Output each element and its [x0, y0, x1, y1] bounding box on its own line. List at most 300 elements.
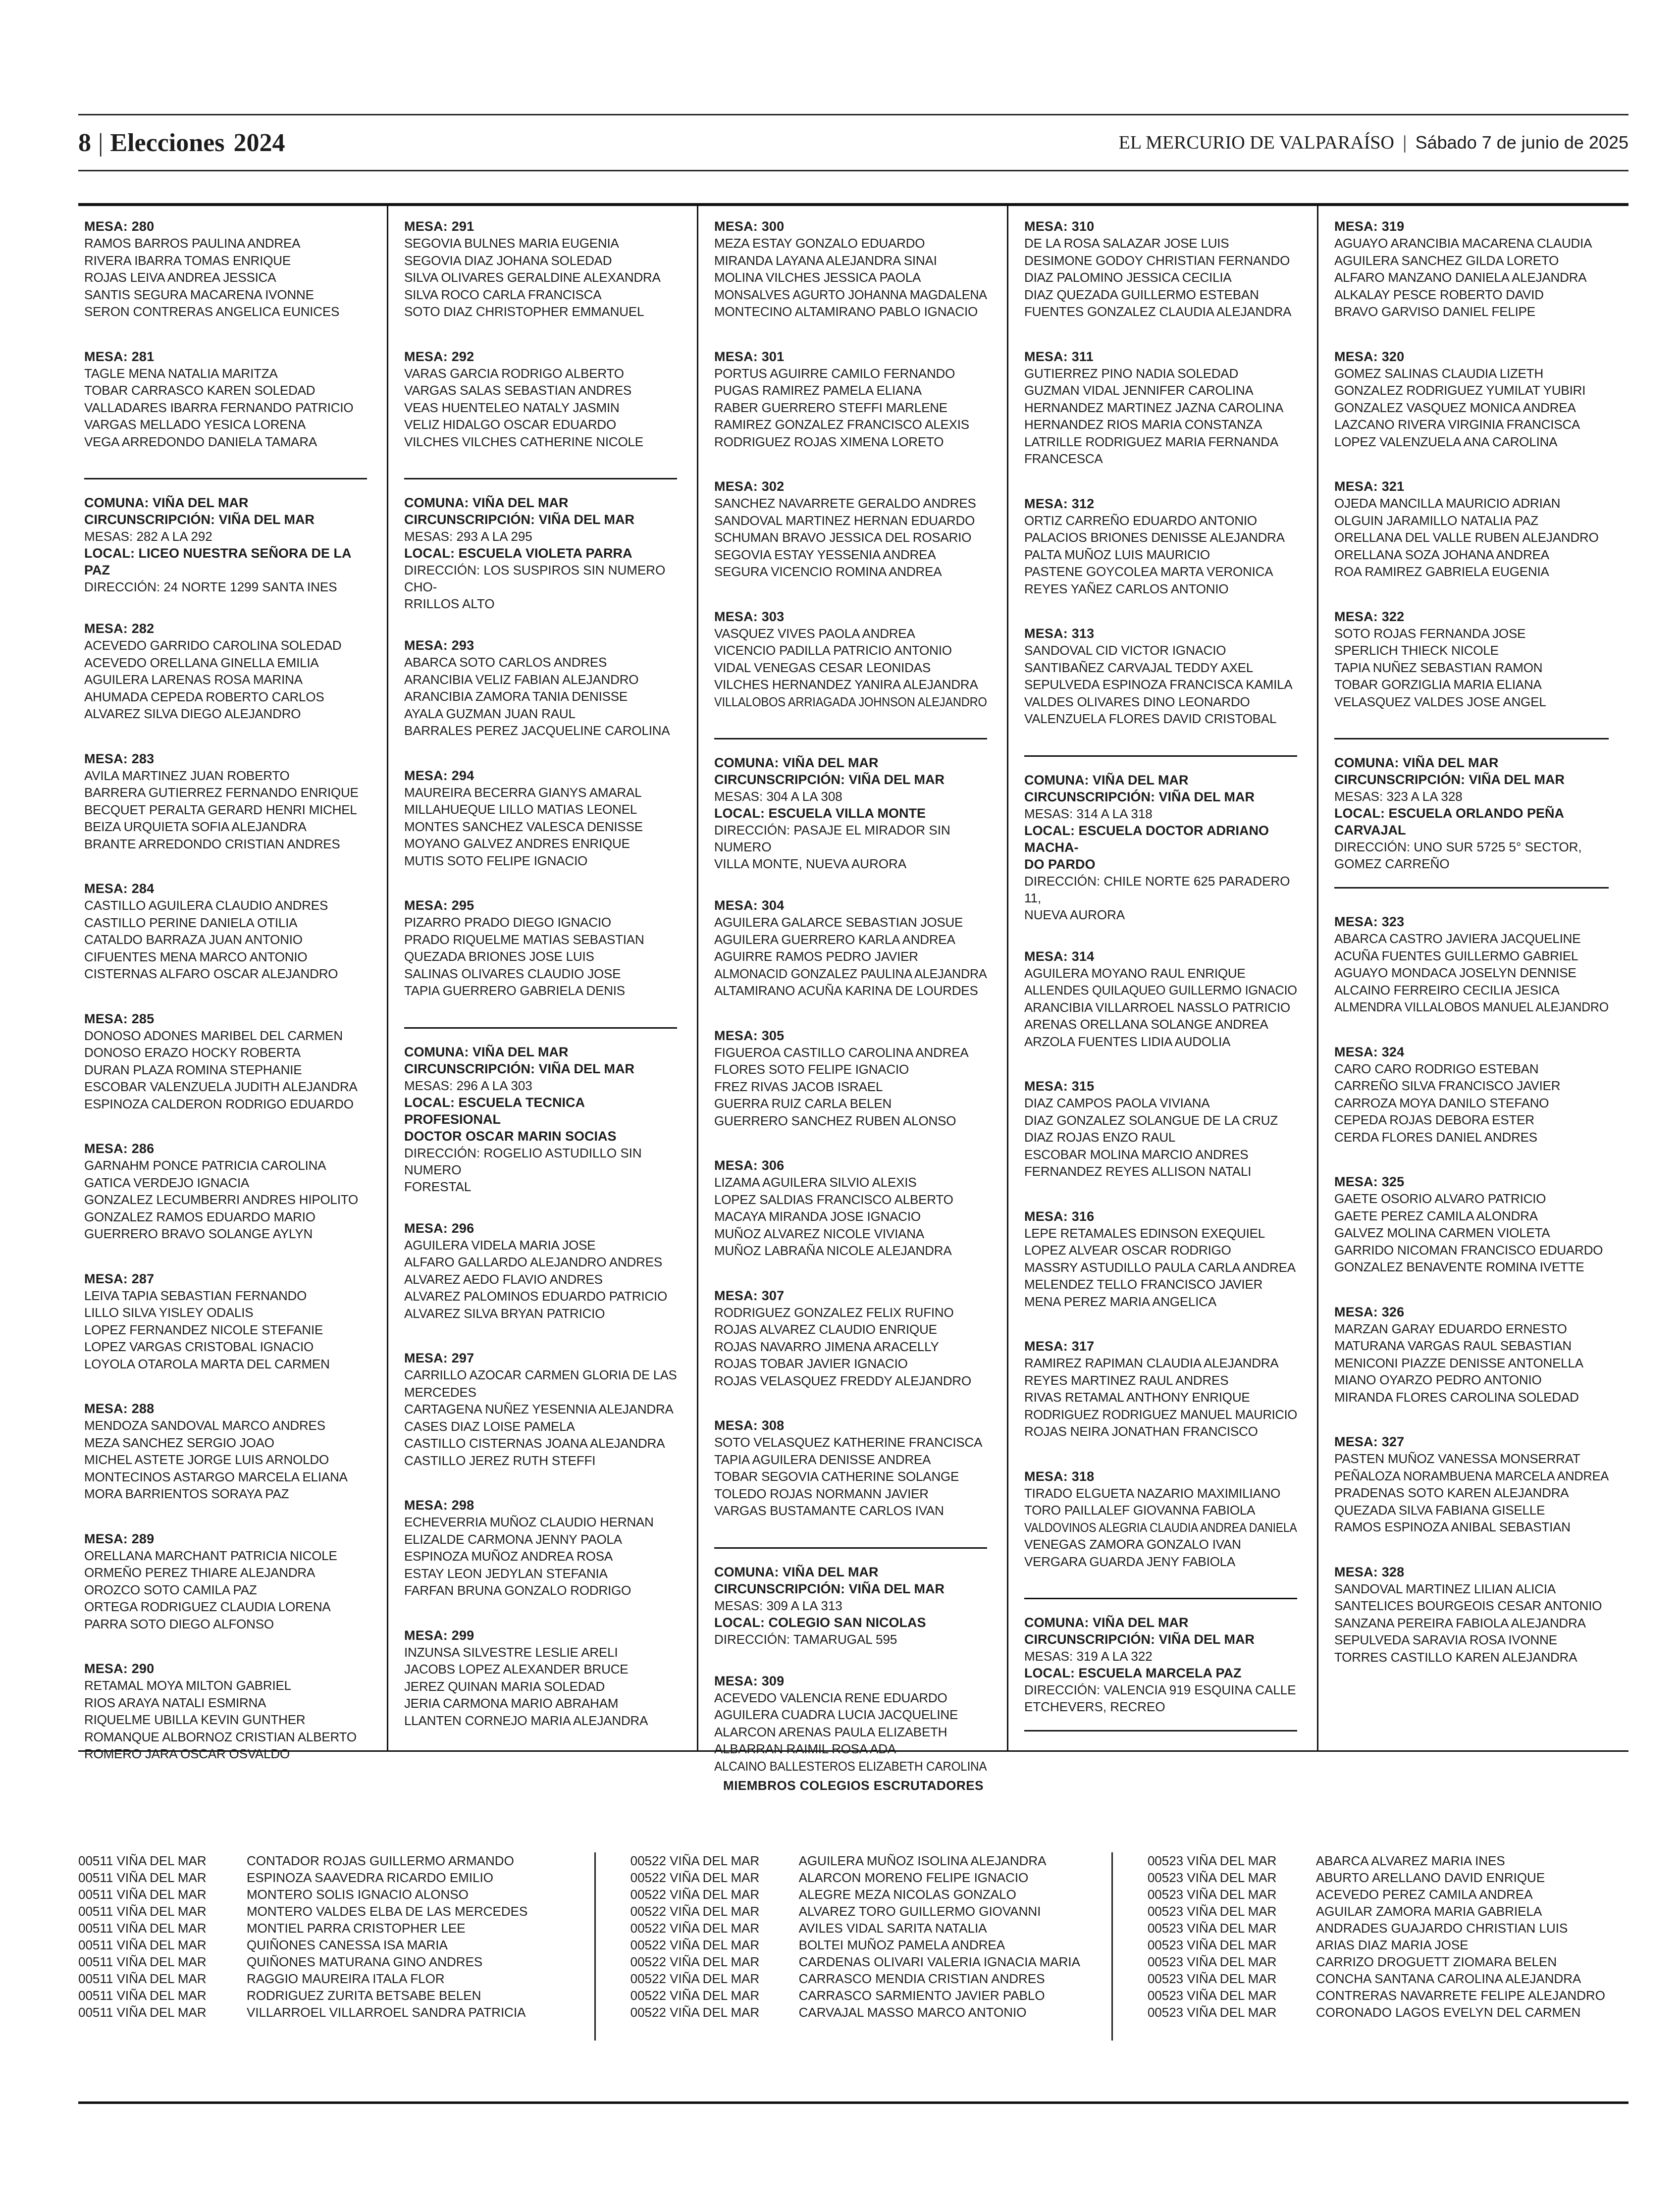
voter-name: OLGUIN JARAMILLO NATALIA PAZ: [1334, 513, 1538, 528]
mesas-column: [78, 206, 388, 1761]
mesa-title: MESA: 287: [84, 1271, 155, 1286]
escrutador-name: VILLARROEL VILLARROEL SANDRA PATRICIA: [247, 2005, 526, 2020]
voter-name: GUZMAN VIDAL JENNIFER CAROLINA: [1024, 383, 1254, 398]
mesa-title: MESA: 322: [1334, 609, 1405, 624]
comuna-block: [404, 1027, 677, 1195]
voter-name: MACAYA MIRANDA JOSE IGNACIO: [714, 1209, 921, 1224]
mesa-title: MESA: 293: [404, 638, 474, 653]
escrutador-name: QUIÑONES MATURANA GINO ANDRES: [247, 1954, 483, 1969]
colegio-code: 00523 VIÑA DEL MAR: [1147, 1938, 1277, 1952]
circunscripcion: CIRCUNSCRIPCIÓN: VIÑA DEL MAR: [1334, 772, 1565, 787]
voter-name: MIRANDA LAYANA ALEJANDRA SINAI: [714, 253, 937, 268]
voter-name: DIAZ ROJAS ENZO RAUL: [1024, 1130, 1176, 1145]
comuna-name: COMUNA: VIÑA DEL MAR: [714, 1564, 879, 1579]
comuna-block: [714, 738, 987, 872]
escrutador-name: ANDRADES GUAJARDO CHRISTIAN LUIS: [1315, 1921, 1568, 1936]
mesa-block: [1024, 625, 1297, 728]
colegio-code: 00522 VIÑA DEL MAR: [630, 2005, 760, 2020]
voter-name: MEZA ESTAY GONZALO EDUARDO: [714, 236, 925, 251]
mesas-column: [1008, 206, 1318, 1750]
voter-name: ORTIZ CARREÑO EDUARDO ANTONIO: [1024, 513, 1257, 528]
mesas-range: MESAS: 323 A LA 328: [1334, 789, 1463, 804]
mesa-block: [1334, 348, 1609, 451]
voter-name: MATURANA VARGAS RAUL SEBASTIAN: [1334, 1338, 1572, 1353]
colegio-code: 00522 VIÑA DEL MAR: [630, 1988, 760, 2003]
mesa-block: [404, 348, 677, 451]
direccion: DIRECCIÓN: LOS SUSPIROS SIN NUMERO CHO-: [404, 563, 666, 594]
voter-name: AYALA GUZMAN JUAN RAUL: [404, 706, 576, 721]
voter-name: SANDOVAL MARTINEZ HERNAN EDUARDO: [714, 513, 975, 528]
voter-name: GALVEZ MOLINA CARMEN VIOLETA: [1334, 1225, 1550, 1240]
voter-name: ESPINOZA MUÑOZ ANDREA ROSA: [404, 1549, 613, 1564]
voter-name: GATICA VERDEJO IGNACIA: [84, 1175, 250, 1190]
mesa-title: MESA: 328: [1334, 1564, 1405, 1579]
voter-name: DESIMONE GODOY CHRISTIAN FERNANDO: [1024, 253, 1290, 268]
voter-name: PALACIOS BRIONES DENISSE ALEJANDRA: [1024, 530, 1285, 545]
mesa-block: [84, 218, 367, 320]
voter-name: RODRIGUEZ ROJAS XIMENA LORETO: [714, 434, 944, 449]
mesa-block: [84, 1660, 367, 1763]
voter-name: LIZAMA AGUILERA SILVIO ALEXIS: [714, 1175, 917, 1190]
comuna-name: COMUNA: VIÑA DEL MAR: [84, 495, 249, 510]
voter-name: ALFARO MANZANO DANIELA ALEJANDRA: [1334, 270, 1587, 285]
mesa-title: MESA: 295: [404, 898, 474, 913]
voter-name: ARZOLA FUENTES LIDIA AUDOLIA: [1024, 1034, 1231, 1049]
local-name: LOCAL: ESCUELA ORLANDO PEÑA CARVAJAL: [1334, 806, 1564, 838]
voter-name: RABER GUERRERO STEFFI MARLENE: [714, 400, 947, 415]
voter-name: MILLAHUEQUE LILLO MATIAS LEONEL: [404, 802, 637, 817]
voter-name: PORTUS AGUIRRE CAMILO FERNANDO: [714, 366, 955, 381]
voter-name: LOPEZ SALDIAS FRANCISCO ALBERTO: [714, 1192, 953, 1207]
voter-name: ACEVEDO GARRIDO CAROLINA SOLEDAD: [84, 638, 342, 653]
voter-name: ALVAREZ AEDO FLAVIO ANDRES: [404, 1271, 603, 1287]
escrutadores-block: [594, 1852, 1111, 2041]
mesa-block: [714, 1417, 987, 1520]
comuna-block: [1024, 755, 1297, 923]
voter-name: ORTEGA RODRIGUEZ CLAUDIA LORENA: [84, 1599, 331, 1614]
mesa-title: MESA: 319: [1334, 219, 1405, 234]
voter-name: VELIZ HIDALGO OSCAR EDUARDO: [404, 417, 617, 432]
masthead-divider: |: [1403, 132, 1407, 153]
mesas-range: MESAS: 304 A LA 308: [714, 789, 842, 804]
mesa-title: MESA: 321: [1334, 479, 1405, 494]
mesa-block: [1024, 1468, 1297, 1571]
local-name: LOCAL: COLEGIO SAN NICOLAS: [714, 1615, 926, 1630]
voter-name: CARTAGENA NUÑEZ YESENNIA ALEJANDRA: [404, 1402, 674, 1416]
publication-date: Sábado 7 de junio de 2025: [1415, 132, 1628, 153]
voter-name: GAETE PEREZ CAMILA ALONDRA: [1334, 1208, 1538, 1223]
comuna-name: COMUNA: VIÑA DEL MAR: [1334, 755, 1499, 770]
voter-name: PARRA SOTO DIEGO ALFONSO: [84, 1616, 274, 1631]
voter-name: ESCOBAR VALENZUELA JUDITH ALEJANDRA: [84, 1079, 358, 1094]
escrutador-name: BOLTEI MUÑOZ PAMELA ANDREA: [798, 1938, 1005, 1952]
circunscripcion: CIRCUNSCRIPCIÓN: VIÑA DEL MAR: [404, 1061, 635, 1076]
escrutador-name: ARIAS DIAZ MARIA JOSE: [1315, 1938, 1469, 1952]
voter-name: HERNANDEZ MARTINEZ JAZNA CAROLINA: [1024, 400, 1284, 415]
mesa-block: [84, 348, 367, 451]
voter-name: PRADENAS SOTO KAREN ALEJANDRA: [1334, 1485, 1569, 1500]
direccion: DIRECCIÓN: TAMARUGAL 595: [714, 1631, 897, 1647]
voter-name: AVILA MARTINEZ JUAN ROBERTO: [84, 768, 290, 783]
voter-name: ACUÑA FUENTES GUILLERMO GABRIEL: [1334, 948, 1578, 963]
voter-name: TOBAR CARRASCO KAREN SOLEDAD: [84, 383, 315, 398]
voter-name: TOBAR GORZIGLIA MARIA ELIANA: [1334, 677, 1542, 692]
direccion: DIRECCIÓN: 24 NORTE 1299 SANTA INES: [84, 579, 337, 594]
circunscripcion: CIRCUNSCRIPCIÓN: VIÑA DEL MAR: [84, 512, 315, 527]
voter-name: QUEZADA SILVA FABIANA GISELLE: [1334, 1502, 1545, 1518]
voter-name: SEPULVEDA ESPINOZA FRANCISCA KAMILA: [1024, 677, 1293, 692]
voter-name: LOPEZ VALENZUELA ANA CAROLINA: [1334, 434, 1558, 449]
voter-name: RAMOS BARROS PAULINA ANDREA: [84, 236, 301, 251]
voter-name: MICHEL ASTETE JORGE LUIS ARNOLDO: [84, 1452, 329, 1467]
voter-name: ROJAS LEIVA ANDREA JESSICA: [84, 270, 276, 285]
voter-name: LOPEZ VARGAS CRISTOBAL IGNACIO: [84, 1339, 314, 1354]
mesa-title: MESA: 318: [1024, 1468, 1095, 1484]
voter-name: VARAS GARCIA RODRIGO ALBERTO: [404, 366, 624, 381]
colegio-code: 00522 VIÑA DEL MAR: [630, 1870, 760, 1885]
mesa-title: MESA: 303: [714, 609, 785, 624]
voter-name: GONZALEZ VASQUEZ MONICA ANDREA: [1334, 400, 1576, 415]
colegio-code: 00511 VIÑA DEL MAR: [78, 2005, 207, 2020]
voter-name: DURAN PLAZA ROMINA STEPHANIE: [84, 1062, 302, 1077]
comuna-block: [1334, 738, 1609, 889]
voter-name: AGUIRRE RAMOS PEDRO JAVIER: [714, 949, 918, 964]
voter-name: CATALDO BARRAZA JUAN ANTONIO: [84, 932, 303, 947]
voter-name: FLORES SOTO FELIPE IGNACIO: [714, 1062, 909, 1077]
mesa-block: [1024, 948, 1297, 1050]
voter-name: CERDA FLORES DANIEL ANDRES: [1334, 1129, 1537, 1145]
voter-name: ALCAINO FERREIRO CECILIA JESICA: [1334, 982, 1560, 997]
voter-name: ACEVEDO VALENCIA RENE EDUARDO: [714, 1690, 947, 1705]
voter-name: RIVERA IBARRA TOMAS ENRIQUE: [84, 253, 291, 268]
voter-name: SCHUMAN BRAVO JESSICA DEL ROSARIO: [714, 530, 972, 545]
voter-name: ALMONACID GONZALEZ PAULINA ALEJANDRA: [714, 966, 987, 981]
voter-name: BARRERA GUTIERREZ FERNANDO ENRIQUE: [84, 785, 359, 800]
direccion: DIRECCIÓN: PASAJE EL MIRADOR SIN NUMERO: [714, 823, 950, 854]
voter-name: MENICONI PIAZZE DENISSE ANTONELLA: [1334, 1355, 1583, 1370]
voter-name: GUERRERO BRAVO SOLANGE AYLYN: [84, 1226, 313, 1241]
voter-name: VILCHES VILCHES CATHERINE NICOLE: [404, 434, 643, 449]
mesas-column: [698, 206, 1008, 1774]
voter-name: LEPE RETAMALES EDINSON EXEQUIEL: [1024, 1225, 1265, 1241]
colegio-code: 00511 VIÑA DEL MAR: [78, 1971, 207, 1986]
mesa-block: [1334, 478, 1609, 580]
voter-name: MONTECINO ALTAMIRANO PABLO IGNACIO: [714, 304, 978, 319]
mesa-block: [404, 1220, 677, 1322]
voter-name: DIAZ CAMPOS PAOLA VIVIANA: [1024, 1096, 1210, 1110]
colegio-codes: [78, 1852, 247, 2041]
voter-name: ARENAS ORELLANA SOLANGE ANDREA: [1024, 1017, 1268, 1032]
mesa-title: MESA: 323: [1334, 914, 1405, 929]
escrutador-name: ABURTO ARELLANO DAVID ENRIQUE: [1315, 1870, 1545, 1885]
voter-name: JEREZ QUINAN MARIA SOLEDAD: [404, 1678, 605, 1694]
mesa-title: MESA: 285: [84, 1011, 155, 1026]
voter-name: SANCHEZ NAVARRETE GERALDO ANDRES: [714, 496, 976, 511]
direccion: DIRECCIÓN: VALENCIA 919 ESQUINA CALLE: [1024, 1682, 1296, 1697]
voter-name: LLANTEN CORNEJO MARIA ALEJANDRA: [404, 1713, 648, 1728]
voter-name: SALINAS OLIVARES CLAUDIO JOSE: [404, 966, 621, 981]
section-header: [78, 128, 285, 157]
voter-name: ROJAS ALVAREZ CLAUDIO ENRIQUE: [714, 1322, 937, 1337]
voter-name: SANTELICES BOURGEOIS CESAR ANTONIO: [1334, 1598, 1602, 1613]
mesa-block: [1024, 1338, 1297, 1440]
mesa-title: MESA: 308: [714, 1418, 785, 1433]
comuna-block: [1024, 1598, 1297, 1731]
mesa-title: MESA: 283: [84, 751, 155, 766]
colegio-code: 00522 VIÑA DEL MAR: [630, 1954, 760, 1969]
page-header: [78, 114, 1628, 171]
voter-name: TOBAR SEGOVIA CATHERINE SOLANGE: [714, 1469, 959, 1484]
voter-name: ESTAY LEON JEDYLAN STEFANIA: [404, 1566, 608, 1581]
voter-name: LATRILLE RODRIGUEZ MARIA FERNANDA: [1024, 434, 1279, 449]
escrutador-name: RODRIGUEZ ZURITA BETSABE BELEN: [247, 1988, 481, 2003]
voter-name: PUGAS RAMIREZ PAMELA ELIANA: [714, 383, 922, 398]
voter-name: ROJAS VELASQUEZ FREDDY ALEJANDRO: [714, 1373, 972, 1388]
colegio-code: 00523 VIÑA DEL MAR: [1147, 2005, 1277, 2020]
voter-name: RIOS ARAYA NATALI ESMIRNA: [84, 1695, 266, 1710]
mesa-block: [404, 767, 677, 870]
voter-name: GARNAHM PONCE PATRICIA CAROLINA: [84, 1158, 326, 1173]
voter-name: OJEDA MANCILLA MAURICIO ADRIAN: [1334, 496, 1561, 511]
voter-name: ALCAINO BALLESTEROS ELIZABETH CAROLINA: [714, 1758, 987, 1774]
voter-name: MERCEDES: [404, 1384, 476, 1400]
mesa-block: [714, 897, 987, 999]
colegio-code: 00511 VIÑA DEL MAR: [78, 1921, 207, 1936]
voter-name: MOLINA VILCHES JESSICA PAOLA: [714, 270, 921, 285]
voter-name: ORMEÑO PEREZ THIARE ALEJANDRA: [84, 1565, 315, 1580]
voter-name: VALENZUELA FLORES DAVID CRISTOBAL: [1024, 711, 1277, 726]
voter-name: ORELLANA SOZA JOHANA ANDREA: [1334, 547, 1549, 562]
local-name: LOCAL: ESCUELA VIOLETA PARRA: [404, 546, 632, 561]
mesa-title: MESA: 315: [1024, 1079, 1095, 1094]
voter-name: MENA PEREZ MARIA ANGELICA: [1024, 1294, 1216, 1309]
local-name: LOCAL: ESCUELA MARCELA PAZ: [1024, 1666, 1242, 1680]
direccion: DIRECCIÓN: CHILE NORTE 625 PARADERO 11,: [1024, 873, 1290, 905]
voter-name: AGUILERA GALARCE SEBASTIAN JOSUE: [714, 915, 963, 930]
mesa-title: MESA: 291: [404, 219, 474, 234]
colegio-code: 00522 VIÑA DEL MAR: [630, 1938, 760, 1952]
mesa-block: [1334, 1433, 1609, 1536]
colegio-code: 00523 VIÑA DEL MAR: [1147, 1921, 1277, 1936]
voter-name: SANDOVAL MARTINEZ LILIAN ALICIA: [1334, 1581, 1556, 1596]
voter-name: MONSALVES AGURTO JOHANNA MAGDALENA: [714, 287, 987, 302]
mesa-title: MESA: 300: [714, 219, 785, 234]
voter-name: INZUNSA SILVESTRE LESLIE ARELI: [404, 1644, 618, 1660]
voter-name: VELASQUEZ VALDES JOSE ANGEL: [1334, 694, 1546, 709]
voter-name: DONOSO ERAZO HOCKY ROBERTA: [84, 1045, 301, 1060]
escrutadores-block: [78, 1852, 594, 2041]
voter-name: PASTEN MUÑOZ VANESSA MONSERRAT: [1334, 1451, 1580, 1466]
mesa-block: [1024, 495, 1297, 598]
voter-name: RAMIREZ RAPIMAN CLAUDIA ALEJANDRA: [1024, 1356, 1279, 1370]
mesa-title: MESA: 281: [84, 349, 155, 364]
voter-name: ORELLANA MARCHANT PATRICIA NICOLE: [84, 1548, 337, 1563]
circunscripcion: CIRCUNSCRIPCIÓN: VIÑA DEL MAR: [404, 512, 635, 527]
voter-name: DIAZ QUEZADA GUILLERMO ESTEBAN: [1024, 287, 1259, 302]
voter-name: ELIZALDE CARMONA JENNY PAOLA: [404, 1531, 622, 1547]
mesa-title: MESA: 305: [714, 1028, 785, 1043]
circunscripcion: CIRCUNSCRIPCIÓN: VIÑA DEL MAR: [714, 1581, 945, 1596]
voter-name: JERIA CARMONA MARIO ABRAHAM: [404, 1696, 619, 1711]
mesa-block: [84, 1140, 367, 1243]
escrutador-name: CARRIZO DROGUETT ZIOMARA BELEN: [1315, 1954, 1557, 1969]
mesa-title: MESA: 314: [1024, 948, 1095, 964]
voter-name: PALTA MUÑOZ LUIS MAURICIO: [1024, 547, 1210, 562]
voter-name: DIAZ PALOMINO JESSICA CECILIA: [1024, 270, 1232, 285]
voter-name: ROMANQUE ALBORNOZ CRISTIAN ALBERTO: [84, 1729, 357, 1744]
colegio-code: 00522 VIÑA DEL MAR: [630, 1887, 760, 1902]
voter-name: PEÑALOZA NORAMBUENA MARCELA ANDREA: [1334, 1468, 1609, 1483]
voter-name: GUERRERO SANCHEZ RUBEN ALONSO: [714, 1113, 956, 1128]
bottom-rule: [78, 2101, 1628, 2104]
mesa-block: [714, 1027, 987, 1130]
escrutadores-list: [78, 1852, 1628, 2041]
direccion-cont: FORESTAL: [404, 1179, 472, 1194]
voter-name: AGUILERA CUADRA LUCIA JACQUELINE: [714, 1707, 958, 1722]
newspaper-name: EL MERCURIO DE VALPARAÍSO: [1118, 132, 1394, 153]
voter-name: AGUILERA VIDELA MARIA JOSE: [404, 1237, 596, 1253]
voter-name: ACEVEDO ORELLANA GINELLA EMILIA: [84, 655, 319, 670]
voter-name: SILVA OLIVARES GERALDINE ALEXANDRA: [404, 270, 661, 285]
mesa-block: [714, 1673, 987, 1775]
mesas-range: MESAS: 314 A LA 318: [1024, 806, 1153, 821]
escrutador-name: ALARCON MORENO FELIPE IGNACIO: [798, 1870, 1029, 1885]
voter-name: TORO PAILLALEF GIOVANNA FABIOLA: [1024, 1503, 1256, 1518]
voter-name: PASTENE GOYCOLEA MARTA VERONICA: [1024, 564, 1273, 579]
voter-name: MEZA SANCHEZ SERGIO JOAO: [84, 1435, 274, 1450]
colegio-code: 00523 VIÑA DEL MAR: [1147, 1853, 1277, 1868]
mesa-title: MESA: 280: [84, 219, 155, 234]
mesa-block: [714, 478, 987, 580]
voter-name: AHUMADA CEPEDA ROBERTO CARLOS: [84, 689, 324, 704]
voter-name: VARGAS MELLADO YESICA LORENA: [84, 417, 306, 432]
voter-name: REYES MARTINEZ RAUL ANDRES: [1024, 1372, 1229, 1388]
voter-name: TAPIA NUÑEZ SEBASTIAN RAMON: [1334, 660, 1543, 675]
voter-name: VICENCIO PADILLA PATRICIO ANTONIO: [714, 643, 952, 658]
mesa-block: [1334, 1304, 1609, 1406]
voter-name: JACOBS LOPEZ ALEXANDER BRUCE: [404, 1662, 629, 1677]
circunscripcion: CIRCUNSCRIPCIÓN: VIÑA DEL MAR: [714, 772, 945, 787]
voter-name: CASTILLO AGUILERA CLAUDIO ANDRES: [84, 898, 328, 913]
local-name: LOCAL: ESCUELA DOCTOR ADRIANO MACHA-: [1024, 823, 1269, 855]
local-name: LOCAL: ESCUELA VILLA MONTE: [714, 806, 926, 821]
voter-name: SEGOVIA DIAZ JOHANA SOLEDAD: [404, 253, 612, 268]
masthead: [1119, 132, 1628, 154]
voter-name: CIFUENTES MENA MARCO ANTONIO: [84, 949, 308, 964]
voter-name: ROJAS NEIRA JONATHAN FRANCISCO: [1024, 1424, 1258, 1439]
voter-name: ESPINOZA CALDERON RODRIGO EDUARDO: [84, 1096, 354, 1111]
mesa-title: MESA: 317: [1024, 1339, 1095, 1354]
voter-name: LOPEZ ALVEAR OSCAR RODRIGO: [1024, 1243, 1231, 1258]
voter-name: VILCHES HERNANDEZ YANIRA ALEJANDRA: [714, 677, 978, 692]
voter-name: ESCOBAR MOLINA MARCIO ANDRES: [1024, 1147, 1249, 1162]
voter-name: VEAS HUENTELEO NATALY JASMIN: [404, 400, 620, 415]
mesas-range: MESAS: 293 A LA 295: [404, 529, 532, 544]
mesa-block: [1334, 913, 1609, 1016]
voter-name: GONZALEZ BENAVENTE ROMINA IVETTE: [1334, 1259, 1584, 1274]
voter-name: BRAVO GARVISO DANIEL FELIPE: [1334, 304, 1535, 319]
voter-name: REYES YAÑEZ CARLOS ANTONIO: [1024, 581, 1229, 596]
voter-name: SANDOVAL CID VICTOR IGNACIO: [1024, 643, 1226, 658]
direccion-cont: ETCHEVERS, RECREO: [1024, 1699, 1165, 1714]
voter-name: ROJAS TOBAR JAVIER IGNACIO: [714, 1356, 908, 1371]
section-year: 2024: [233, 128, 285, 157]
voter-name: FRANCESCA: [1024, 451, 1103, 466]
mesa-block: [404, 637, 677, 739]
escrutador-names: [799, 1852, 1080, 2041]
colegio-codes: [1148, 1852, 1316, 2041]
mesa-block: [84, 880, 367, 983]
mesa-block: [404, 1497, 677, 1599]
voter-name: MUÑOZ ALVAREZ NICOLE VIVIANA: [714, 1226, 924, 1241]
voter-name: AGUAYO MONDACA JOSELYN DENNISE: [1334, 965, 1576, 980]
voter-name: LOYOLA OTAROLA MARTA DEL CARMEN: [84, 1356, 330, 1371]
escrutador-name: CARVAJAL MASSO MARCO ANTONIO: [798, 2005, 1027, 2020]
colegio-codes: [630, 1852, 799, 2041]
direccion-cont: NUEVA AURORA: [1024, 907, 1125, 922]
voter-name: SEGURA VICENCIO ROMINA ANDREA: [714, 564, 942, 579]
colegio-code: 00523 VIÑA DEL MAR: [1147, 1988, 1277, 2003]
escrutadores-title: MIEMBROS COLEGIOS ESCRUTADORES: [723, 1778, 984, 1793]
circunscripcion: CIRCUNSCRIPCIÓN: VIÑA DEL MAR: [1024, 789, 1255, 804]
direccion-cont: RRILLOS ALTO: [404, 596, 495, 611]
mesa-block: [714, 218, 987, 320]
voter-name: SERON CONTRERAS ANGELICA EUNICES: [84, 304, 340, 319]
mesa-block: [1334, 1173, 1609, 1276]
voter-name: TORRES CASTILLO KAREN ALEJANDRA: [1334, 1649, 1577, 1665]
colegio-code: 00523 VIÑA DEL MAR: [1147, 1971, 1277, 1986]
mesas-range: MESAS: 296 A LA 303: [404, 1078, 532, 1093]
colegio-code: 00522 VIÑA DEL MAR: [630, 1853, 760, 1868]
mesa-title: MESA: 313: [1024, 626, 1095, 641]
voter-name: MIRANDA FLORES CAROLINA SOLEDAD: [1334, 1389, 1579, 1405]
voter-name: GARRIDO NICOMAN FRANCISCO EDUARDO: [1334, 1242, 1603, 1258]
voter-name: SOTO DIAZ CHRISTOPHER EMMANUEL: [404, 304, 644, 319]
voter-name: SPERLICH THIECK NICOLE: [1334, 643, 1499, 658]
voter-name: ECHEVERRIA MUÑOZ CLAUDIO HERNAN: [404, 1515, 654, 1529]
direccion: DIRECCIÓN: UNO SUR 5725 5° SECTOR, GOMEZ CARREÑO: [1334, 839, 1582, 871]
mesas-grid: [78, 203, 1628, 1774]
mesa-title: MESA: 306: [714, 1158, 785, 1173]
circunscripcion: CIRCUNSCRIPCIÓN: VIÑA DEL MAR: [1024, 1632, 1255, 1647]
escrutador-name: QUIÑONES CANESSA ISA MARIA: [247, 1938, 448, 1952]
local-name-cont: DOCTOR OSCAR MARIN SOCIAS: [404, 1128, 617, 1144]
voter-name: VARGAS SALAS SEBASTIAN ANDRES: [404, 383, 631, 398]
voter-name: DONOSO ADONES MARIBEL DEL CARMEN: [84, 1028, 343, 1043]
voter-name: VENEGAS ZAMORA GONZALO IVAN: [1024, 1537, 1241, 1552]
voter-name: SOTO ROJAS FERNANDA JOSE: [1334, 626, 1526, 641]
escrutador-names: [247, 1852, 527, 2041]
mesas-range: MESAS: 282 A LA 292: [84, 529, 212, 544]
mesa-title: MESA: 316: [1024, 1208, 1095, 1224]
voter-name: QUEZADA BRIONES JOSE LUIS: [404, 949, 594, 964]
voter-name: VALDES OLIVARES DINO LEONARDO: [1024, 694, 1250, 709]
voter-name: VASQUEZ VIVES PAOLA ANDREA: [714, 626, 915, 641]
voter-name: ALMENDRA VILLALOBOS MANUEL ALEJANDRO: [1334, 999, 1609, 1014]
mesas-range: MESAS: 319 A LA 322: [1024, 1649, 1153, 1664]
escrutador-name: ALVAREZ TORO GUILLERMO GIOVANNI: [798, 1904, 1041, 1919]
voter-name: ALVAREZ SILVA DIEGO ALEJANDRO: [84, 706, 301, 721]
voter-name: SEGOVIA BULNES MARIA EUGENIA: [404, 236, 619, 251]
mesa-block: [1334, 1564, 1609, 1666]
mesa-title: MESA: 307: [714, 1288, 785, 1303]
voter-name: FUENTES GONZALEZ CLAUDIA ALEJANDRA: [1024, 304, 1292, 319]
mesa-title: MESA: 294: [404, 768, 474, 783]
voter-name: OROZCO SOTO CAMILA PAZ: [84, 1582, 257, 1597]
mesa-block: [404, 1627, 677, 1730]
voter-name: LILLO SILVA YISLEY ODALIS: [84, 1305, 254, 1320]
voter-name: VARGAS BUSTAMANTE CARLOS IVAN: [714, 1503, 944, 1518]
